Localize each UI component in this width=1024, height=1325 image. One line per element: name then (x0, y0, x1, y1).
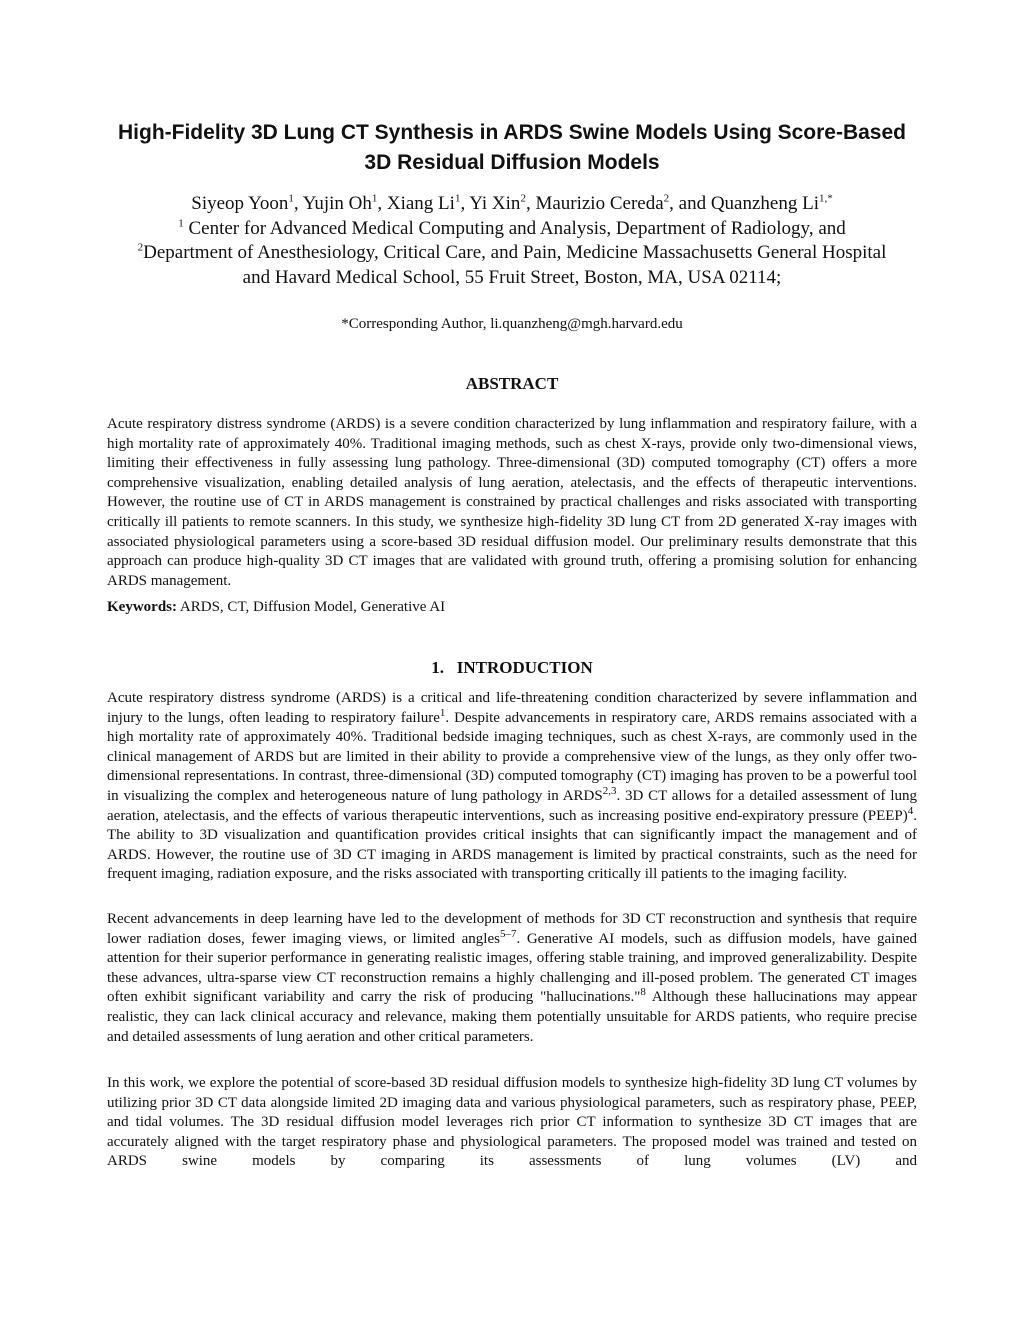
introduction-paragraph-1: Acute respiratory distress syndrome (ARDS) is a critical and life-threatening condition characterized by severe inflammation and injury to the lungs, often leading to respiratory failure$^1$. Despite advancements in respiratory care, ARDS remains associated with a high mortality rate of approximately 40%. Traditional bedside imaging techniques, such as chest X-rays, are commonly used in the clinical management of ARDS but are limited in their ability to provide a comprehensive view of the lungs, as they only offer two-dimensional representations. In contrast, three-dimensional (3D) computed tomography (CT) imaging has proven to be a powerful tool in visualizing the complex and heterogeneous nature of lung pathology in ARDS$^{2,3}$. 3D CT allows for a detailed assessment of lung aeration, atelectasis, and the effects of various therapeutic interventions, such as increasing positive end-expiratory pressure (PEEP)$^4$. The ability to 3D visualization and quantification provides critical insights that can significantly impact the management and of ARDS. However, the routine use of 3D CT imaging in ARDS management is limited by practical constraints, such as the need for frequent imaging, radiation exposure, and the risks associated with transporting critically ill patients to the imaging facility. (107, 690, 917, 883)
affiliation-mark: 1 (371, 192, 378, 205)
affiliation-1: $^1$ Center for Advanced Medical Computing and Analysis, Department of Radiology, and (178, 217, 846, 239)
paper-title (60, 118, 964, 178)
keywords-list: ARDS, CT, Diffusion Model, Generative AI (177, 599, 446, 615)
author-name: Yi Xin (469, 193, 521, 214)
affiliation-2: $^2$Department of Anesthesiology, Critical Care, and Pain, Medicine Massachusetts General Hospital (137, 241, 887, 263)
author-name: Yujin Oh (302, 193, 372, 214)
abstract-heading: ABSTRACT (465, 374, 559, 393)
introduction-heading: 1. INTRODUCTION (431, 658, 593, 677)
citation: 5–7 (499, 927, 517, 940)
title-line-2: 3D Residual Diffusion Models (364, 151, 660, 174)
affiliation-mark: 1 (178, 217, 184, 230)
title-line-1: High-Fidelity 3D Lung CT Synthesis in ARDS Swine Models Using Score-Based (118, 121, 906, 144)
affiliation-mark: 1 (288, 192, 294, 205)
keywords-label: Keywords: (107, 599, 177, 615)
abstract-text: Acute respiratory distress syndrome (ARDS) is a severe condition characterized by lung inflammation and respiratory failure, with a high mortality rate of approximately 40%. Traditional imaging methods, such as chest X-rays, provide only two-dimensional views, limiting their effectiveness in fully assessing lung pathology. Three-dimensional (3D) computed tomography (CT) offers a more comprehensive visualization, enabling detailed analysis of lung aeration, atelectasis, and the effects of therapeutic interventions. However, the routine use of CT in ARDS management is constrained by practical challenges and risks associated with transporting critically ill patients to remote scanners. In this study, we synthesize high-fidelity 3D lung CT from 2D generated X-ray images with associated physiological parameters using a score-based 3D residual diffusion model. Our preliminary results demonstrate that this approach can produce high-quality 3D CT images that are validated with ground truth, offering a promising solution for enhancing ARDS management. (107, 416, 917, 589)
citation: 2,3 (602, 784, 617, 797)
affiliation-mark: 2 (663, 192, 670, 205)
affiliation-mark: 2 (137, 241, 144, 254)
affiliation-mark: 2 (520, 192, 526, 205)
author-conjunction: and (678, 193, 707, 214)
introduction-paragraph-2: Recent advancements in deep learning have led to the development of methods for 3D CT reconstruction and synthesis that require lower radiation doses, fewer imaging views, or limited angles$^{5-7}$. Generative AI models, such as diffusion models, have gained attention for their superior performance in generating realistic images, offering stable training, and improved generalizability. Despite these advances, ultra-sparse view CT reconstruction remains a highly challenging and ill-posed problem. The generated CT images often exhibit significant variability and carry the risk of producing "hallucinations."$^8$ Although these hallucinations may appear realistic, they can lack clinical accuracy and relevance, making them potentially unsuitable for ARDS patients, who require precise and detailed assessments of lung aeration and other critical parameters. (107, 911, 918, 1045)
author-name: Xiang Li (386, 193, 455, 214)
introduction-paragraph-3: In this work, we explore the potential of score-based 3D residual diffusion models to synthesize high-fidelity 3D lung CT volumes by utilizing prior 3D CT data alongside limited 2D imaging data and various physiological parameters, such as respiratory phase, PEEP, and tidal volumes. The 3D residual diffusion model leverages rich prior CT information to synthesize 3D CT images that are accurately aligned with the target respiratory phase and physiological parameters. The proposed model was trained and tested on ARDS swine models by comparing its assessments of lung volumes (LV) and (107, 1075, 917, 1170)
affiliation-mark: 1,* (818, 192, 833, 205)
citation: 1 (439, 706, 446, 719)
author-name: Maurizio Cereda (535, 193, 664, 214)
keywords (107, 598, 917, 618)
citation: 8 (640, 986, 646, 999)
author-list: Siyeop Yoon$^1$, Yujin Oh$^1$, Xiang Li$^1$, Yi Xin$^2$, Maurizio Cereda$^2$, and Quanzheng $Li^{1,*}$ (191, 192, 833, 214)
author-name: Siyeop Yoon (191, 193, 289, 214)
corresponding-author: *Corresponding Author, li.quanzheng@mgh.harvard.edu (341, 316, 683, 332)
affiliation-2-continued: and Havard Medical School, 55 Fruit Street, Boston, MA, USA 02114; (242, 266, 782, 288)
affiliation-mark: 1 (454, 192, 461, 205)
author-block (90, 192, 934, 290)
author-name: Quanzheng Li (710, 193, 819, 214)
citation: 4 (907, 804, 914, 817)
